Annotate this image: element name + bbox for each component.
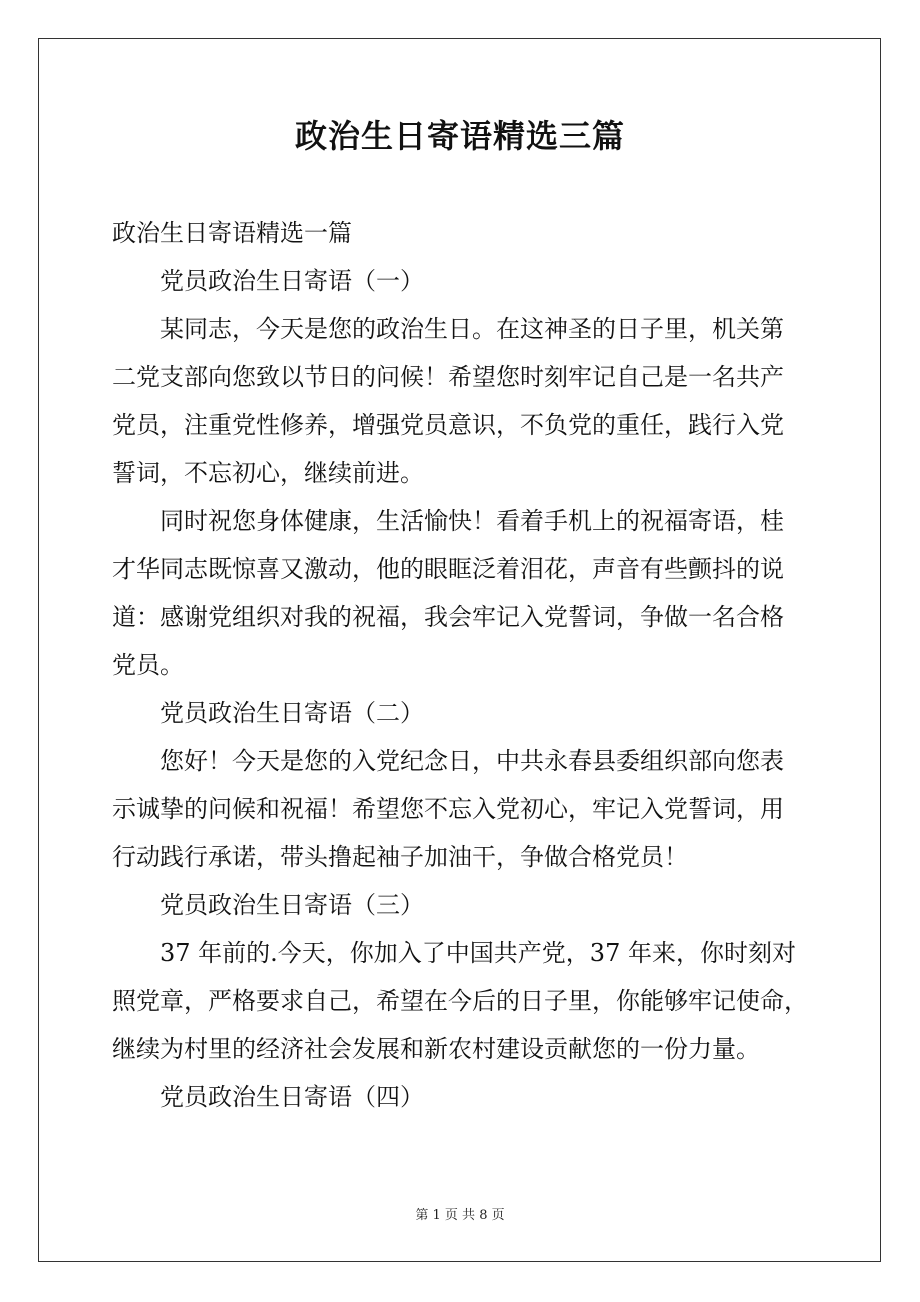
paragraph-line: 示诚挚的问候和祝福！希望您不忘入党初心，牢记入党誓词，用 (112, 795, 784, 823)
paragraph (112, 737, 812, 881)
paragraph-line: 行动践行承诺，带头撸起袖子加油干，争做合格党员！ (112, 843, 688, 871)
paragraph-subheading-3 (112, 881, 812, 929)
document-body (112, 209, 812, 1121)
paragraph-line: 某同志，今天是您的政治生日。在这神圣的日子里，机关第 (160, 315, 784, 343)
paragraph-subheading-1 (112, 257, 812, 305)
paragraph-line: 同时祝您身体健康，生活愉快！看着手机上的祝福寄语，桂 (160, 507, 784, 535)
paragraph-line: 党员政治生日寄语（一） (160, 267, 424, 295)
paragraph-line: 二党支部向您致以节日的问候！希望您时刻牢记自己是一名共产 (112, 363, 784, 391)
paragraph (112, 305, 812, 497)
paragraph-subheading-2 (112, 689, 812, 737)
paragraph-line: 党员政治生日寄语（四） (160, 1083, 424, 1111)
section-heading: 政治生日寄语精选一篇 (112, 219, 352, 247)
paragraph-subheading-4 (112, 1073, 812, 1121)
paragraph-line: 誓词，不忘初心，继续前进。 (112, 459, 424, 487)
paragraph-line: 党员，注重党性修养，增强党员意识，不负党的重任，践行入党 (112, 411, 784, 439)
paragraph (112, 929, 812, 1073)
paragraph-line: 您好！今天是您的入党纪念日，中共永春县委组织部向您表 (160, 747, 784, 775)
paragraph-line: 党员政治生日寄语（三） (160, 891, 424, 919)
paragraph-line: 道：感谢党组织对我的祝福，我会牢记入党誓词，争做一名合格 (112, 603, 784, 631)
paragraph-line: 党员政治生日寄语（二） (160, 699, 424, 727)
paragraph-line: 37 年前的.今天，你加入了中国共产党，37 年来，你时刻对 (160, 939, 796, 967)
paragraph (112, 497, 812, 689)
paragraph-line: 党员。 (112, 651, 184, 679)
paragraph-line: 照党章，严格要求自己，希望在今后的日子里，你能够牢记使命， (112, 987, 808, 1015)
paragraph-line: 继续为村里的经济社会发展和新农村建设贡献您的一份力量。 (112, 1035, 760, 1063)
paragraph-line: 才华同志既惊喜又激动，他的眼眶泛着泪花，声音有些颤抖的说 (112, 555, 784, 583)
document-title: 政治生日寄语精选三篇 (294, 117, 625, 155)
page-footer: 第 1 页 共 8 页 (415, 1208, 505, 1223)
